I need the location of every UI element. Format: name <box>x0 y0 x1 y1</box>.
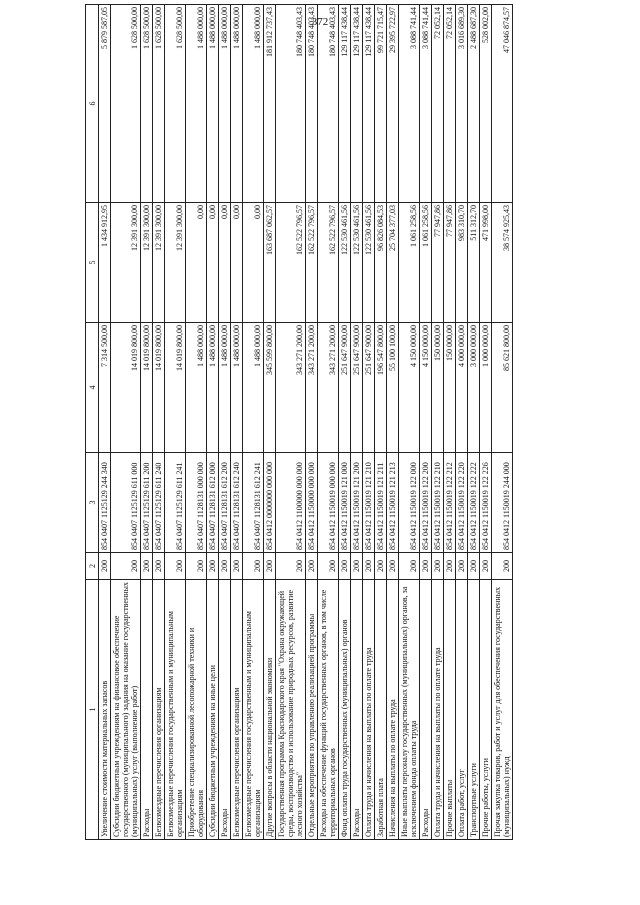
row-line-code: 200 <box>306 553 318 580</box>
row-unexecuted-amount: 3 088 741,44 <box>399 5 420 203</box>
row-name: Расходы на обеспечение функций государственных органов, в том числе территориальных органов <box>318 580 339 840</box>
row-budget-code: 854 0412 1150019 244 000 <box>492 453 513 553</box>
row-budget-code: 854 0407 1125129 611 200 <box>141 453 153 553</box>
row-executed-amount: 38 574 925,43 <box>492 203 513 323</box>
row-line-code: 200 <box>99 553 111 580</box>
header-col-6: 6 <box>86 5 99 203</box>
row-line-code: 200 <box>111 553 141 580</box>
row-budget-code: 854 0412 1150019 122 200 <box>420 453 432 553</box>
row-unexecuted-amount: 129 117 438,44 <box>339 5 351 203</box>
row-unexecuted-amount: 180 748 403,43 <box>276 5 306 203</box>
row-line-code: 200 <box>165 553 186 580</box>
row-approved-amount: 14 019 800,00 <box>153 323 165 453</box>
row-budget-code: 854 0407 1128131 612 200 <box>219 453 231 553</box>
row-unexecuted-amount: 1 488 000,00 <box>243 5 264 203</box>
row-budget-code: 854 0412 1150000 000 000 <box>306 453 318 553</box>
row-approved-amount: 343 271 200,00 <box>318 323 339 453</box>
row-executed-amount: 162 522 796,57 <box>306 203 318 323</box>
row-line-code: 200 <box>153 553 165 580</box>
row-approved-amount: 343 271 200,00 <box>276 323 306 453</box>
row-line-code: 200 <box>141 553 153 580</box>
page-number: 372 <box>311 16 329 28</box>
table-row <box>351 5 363 840</box>
row-executed-amount: 122 530 461,56 <box>339 203 351 323</box>
row-line-code: 200 <box>186 553 207 580</box>
table-row <box>363 5 375 840</box>
row-unexecuted-amount: 181 912 737,43 <box>264 5 276 203</box>
row-approved-amount: 251 647 900,00 <box>363 323 375 453</box>
row-executed-amount: 12 391 300,00 <box>153 203 165 323</box>
row-line-code: 200 <box>318 553 339 580</box>
row-name: Прочие выплаты <box>444 580 456 840</box>
row-unexecuted-amount: 1 488 000,00 <box>207 5 219 203</box>
row-name: Государственная программа Краснодарского края "Охрана окружающей среды, воспроизводство и использование природных ресурсов, развитие лесного хозяйства" <box>276 580 306 840</box>
row-executed-amount: 12 391 300,00 <box>165 203 186 323</box>
row-budget-code: 854 0407 1125129 611 241 <box>165 453 186 553</box>
row-executed-amount: 0,00 <box>243 203 264 323</box>
row-budget-code: 854 0407 1128131 612 240 <box>231 453 243 553</box>
row-name: Прочие работы, услуги <box>480 580 492 840</box>
row-line-code: 200 <box>276 553 306 580</box>
row-approved-amount: 1 000 000,00 <box>480 323 492 453</box>
row-name: Оплата труда и начисления на выплаты по оплате труда <box>363 580 375 840</box>
row-approved-amount: 14 019 800,00 <box>111 323 141 453</box>
row-line-code: 200 <box>387 553 399 580</box>
row-line-code: 200 <box>219 553 231 580</box>
row-budget-code: 854 0412 1150019 122 212 <box>444 453 456 553</box>
row-line-code: 200 <box>231 553 243 580</box>
row-unexecuted-amount: 1 488 000,00 <box>219 5 231 203</box>
table-row <box>141 5 153 840</box>
row-approved-amount: 4 150 000,00 <box>399 323 420 453</box>
row-executed-amount: 162 522 796,57 <box>318 203 339 323</box>
row-line-code: 200 <box>351 553 363 580</box>
row-executed-amount: 12 391 300,00 <box>141 203 153 323</box>
row-budget-code: 854 0412 0000000 000 000 <box>264 453 276 553</box>
row-name: Расходы <box>141 580 153 840</box>
row-executed-amount: 1 061 258,56 <box>420 203 432 323</box>
row-approved-amount: 345 599 800,00 <box>264 323 276 453</box>
row-approved-amount: 55 100 100,00 <box>387 323 399 453</box>
row-unexecuted-amount: 1 628 500,00 <box>153 5 165 203</box>
row-unexecuted-amount: 29 395 722,97 <box>387 5 399 203</box>
header-col-2: 2 <box>86 553 99 580</box>
row-name: Начисления на выплаты по оплате труда <box>387 580 399 840</box>
row-approved-amount: 85 621 800,00 <box>492 323 513 453</box>
table-row <box>153 5 165 840</box>
row-name: Отдельные мероприятия по управлению реализацией программы <box>306 580 318 840</box>
row-line-code: 200 <box>399 553 420 580</box>
table-row <box>99 5 111 840</box>
row-executed-amount: 122 530 461,56 <box>363 203 375 323</box>
row-name: Расходы <box>420 580 432 840</box>
row-approved-amount: 1 488 000,00 <box>243 323 264 453</box>
table-row <box>492 5 513 840</box>
table-row <box>243 5 264 840</box>
row-line-code: 200 <box>420 553 432 580</box>
row-executed-amount: 1 061 258,56 <box>399 203 420 323</box>
row-approved-amount: 1 488 000,00 <box>231 323 243 453</box>
table-row <box>432 5 444 840</box>
row-name: Заработная плата <box>375 580 387 840</box>
row-name: Приобретение специализированной лесопожарной техники и оборудования <box>186 580 207 840</box>
table-row <box>306 5 318 840</box>
row-name: Другие вопросы в области национальной экономики <box>264 580 276 840</box>
row-executed-amount: 25 704 377,03 <box>387 203 399 323</box>
table-row <box>387 5 399 840</box>
row-executed-amount: 0,00 <box>219 203 231 323</box>
row-unexecuted-amount: 1 628 500,00 <box>111 5 141 203</box>
row-name: Субсидии бюджетным учреждениям на иные цели <box>207 580 219 840</box>
row-unexecuted-amount: 180 748 403,43 <box>306 5 318 203</box>
row-line-code: 200 <box>456 553 468 580</box>
row-unexecuted-amount: 1 628 500,00 <box>165 5 186 203</box>
row-budget-code: 854 0407 1128131 612 000 <box>207 453 219 553</box>
row-budget-code: 854 0412 1150019 121 213 <box>387 453 399 553</box>
row-budget-code: 854 0412 1150019 122 210 <box>432 453 444 553</box>
row-line-code: 200 <box>264 553 276 580</box>
row-unexecuted-amount: 528 002,00 <box>480 5 492 203</box>
row-budget-code: 854 0407 1125129 244 340 <box>99 453 111 553</box>
table-row <box>318 5 339 840</box>
row-unexecuted-amount: 3 088 741,44 <box>420 5 432 203</box>
header-col-4: 4 <box>86 323 99 453</box>
table-row <box>186 5 207 840</box>
row-budget-code: 854 0412 1150019 121 200 <box>351 453 363 553</box>
row-approved-amount: 196 547 800,00 <box>375 323 387 453</box>
row-executed-amount: 12 391 300,00 <box>111 203 141 323</box>
row-name: Безвозмездные перечисления государственным и муниципальным организациям <box>243 580 264 840</box>
row-executed-amount: 0,00 <box>207 203 219 323</box>
row-unexecuted-amount: 129 117 438,44 <box>363 5 375 203</box>
table-row <box>468 5 480 840</box>
row-budget-code: 854 0412 1150019 122 222 <box>468 453 480 553</box>
table-row <box>480 5 492 840</box>
row-line-code: 200 <box>432 553 444 580</box>
row-approved-amount: 1 488 000,00 <box>207 323 219 453</box>
table-header-row <box>86 5 99 840</box>
row-executed-amount: 162 522 796,57 <box>276 203 306 323</box>
row-approved-amount: 4 150 000,00 <box>420 323 432 453</box>
row-approved-amount: 4 000 000,00 <box>456 323 468 453</box>
row-budget-code: 854 0412 1150019 122 000 <box>399 453 420 553</box>
row-line-code: 200 <box>375 553 387 580</box>
table-row <box>339 5 351 840</box>
row-budget-code: 854 0407 1125129 611 240 <box>153 453 165 553</box>
row-line-code: 200 <box>480 553 492 580</box>
row-unexecuted-amount: 47 046 874,57 <box>492 5 513 203</box>
row-executed-amount: 983 310,70 <box>456 203 468 323</box>
row-name: Транспортные услуги <box>468 580 480 840</box>
table-row <box>420 5 432 840</box>
row-name: Безвозмездные перечисления государственным и муниципальным организациям <box>165 580 186 840</box>
table-row <box>456 5 468 840</box>
table-row <box>375 5 387 840</box>
row-name: Оплата работ, услуг <box>456 580 468 840</box>
row-unexecuted-amount: 1 628 500,00 <box>141 5 153 203</box>
row-budget-code: 854 0412 1150019 121 210 <box>363 453 375 553</box>
row-budget-code: 854 0407 1128131 000 000 <box>186 453 207 553</box>
row-budget-code: 854 0412 1150019 122 226 <box>480 453 492 553</box>
table-row <box>207 5 219 840</box>
row-executed-amount: 511 312,70 <box>468 203 480 323</box>
row-name: Прочая закупка товаров, работ и услуг для обеспечения государственных (муниципальных) нужд <box>492 580 513 840</box>
row-unexecuted-amount: 3 016 689,30 <box>456 5 468 203</box>
row-unexecuted-amount: 2 488 687,30 <box>468 5 480 203</box>
row-budget-code: 854 0412 1150019 000 000 <box>318 453 339 553</box>
row-approved-amount: 251 647 900,00 <box>339 323 351 453</box>
table-row <box>231 5 243 840</box>
row-line-code: 200 <box>444 553 456 580</box>
row-approved-amount: 14 019 800,00 <box>165 323 186 453</box>
row-unexecuted-amount: 99 721 715,47 <box>375 5 387 203</box>
row-name: Иные выплаты персоналу государственных (муниципальных) органов, за исключением фонда оплаты труда <box>399 580 420 840</box>
row-line-code: 200 <box>492 553 513 580</box>
row-approved-amount: 7 314 500,00 <box>99 323 111 453</box>
table-row <box>111 5 141 840</box>
row-unexecuted-amount: 129 117 438,44 <box>351 5 363 203</box>
row-name: Увеличение стоимости материальных запасов <box>99 580 111 840</box>
row-name: Расходы <box>219 580 231 840</box>
row-budget-code: 854 0407 1125129 611 000 <box>111 453 141 553</box>
row-line-code: 200 <box>243 553 264 580</box>
row-approved-amount: 251 647 900,00 <box>351 323 363 453</box>
header-col-3: 3 <box>86 453 99 553</box>
row-line-code: 200 <box>339 553 351 580</box>
row-unexecuted-amount: 1 488 000,00 <box>186 5 207 203</box>
row-budget-code: 854 0412 1150019 121 000 <box>339 453 351 553</box>
row-budget-code: 854 0407 1128131 612 241 <box>243 453 264 553</box>
row-line-code: 200 <box>363 553 375 580</box>
row-approved-amount: 150 000,00 <box>444 323 456 453</box>
row-unexecuted-amount: 5 879 587,05 <box>99 5 111 203</box>
row-executed-amount: 122 530 461,56 <box>351 203 363 323</box>
header-col-5: 5 <box>86 203 99 323</box>
row-name: Субсидии бюджетным учреждениям на финансовое обеспечение государственного (муниципального) задания на оказание государственных (муниципальных) услуг (выполнение работ) <box>111 580 141 840</box>
row-budget-code: 854 0412 1100000 000 000 <box>276 453 306 553</box>
row-approved-amount: 1 488 000,00 <box>186 323 207 453</box>
row-executed-amount: 1 434 912,95 <box>99 203 111 323</box>
row-budget-code: 854 0412 1150019 121 211 <box>375 453 387 553</box>
row-budget-code: 854 0412 1150019 122 220 <box>456 453 468 553</box>
budget-table <box>85 4 513 840</box>
row-executed-amount: 77 947,86 <box>444 203 456 323</box>
row-unexecuted-amount: 1 488 000,00 <box>231 5 243 203</box>
row-approved-amount: 1 488 000,00 <box>219 323 231 453</box>
row-executed-amount: 0,00 <box>186 203 207 323</box>
table-row <box>219 5 231 840</box>
row-line-code: 200 <box>207 553 219 580</box>
row-approved-amount: 150 000,00 <box>432 323 444 453</box>
row-name: Фонд оплаты труда государственных (муниципальных) органов <box>339 580 351 840</box>
row-unexecuted-amount: 180 748 403,43 <box>318 5 339 203</box>
row-name: Расходы <box>351 580 363 840</box>
row-name: Безвозмездные перечисления организациям <box>153 580 165 840</box>
table-row <box>264 5 276 840</box>
header-col-1: 1 <box>86 580 99 840</box>
table-row <box>276 5 306 840</box>
row-approved-amount: 14 019 800,00 <box>141 323 153 453</box>
row-approved-amount: 3 000 000,00 <box>468 323 480 453</box>
row-executed-amount: 96 826 084,53 <box>375 203 387 323</box>
row-name: Оплата труда и начисления на выплаты по оплате труда <box>432 580 444 840</box>
row-executed-amount: 163 687 062,57 <box>264 203 276 323</box>
row-executed-amount: 0,00 <box>231 203 243 323</box>
row-unexecuted-amount: 72 052,14 <box>432 5 444 203</box>
row-unexecuted-amount: 72 052,14 <box>444 5 456 203</box>
table-row <box>165 5 186 840</box>
row-line-code: 200 <box>468 553 480 580</box>
row-executed-amount: 77 947,86 <box>432 203 444 323</box>
table-row <box>399 5 420 840</box>
table-row <box>444 5 456 840</box>
row-name: Безвозмездные перечисления организациям <box>231 580 243 840</box>
row-executed-amount: 471 998,00 <box>480 203 492 323</box>
row-approved-amount: 343 271 200,00 <box>306 323 318 453</box>
